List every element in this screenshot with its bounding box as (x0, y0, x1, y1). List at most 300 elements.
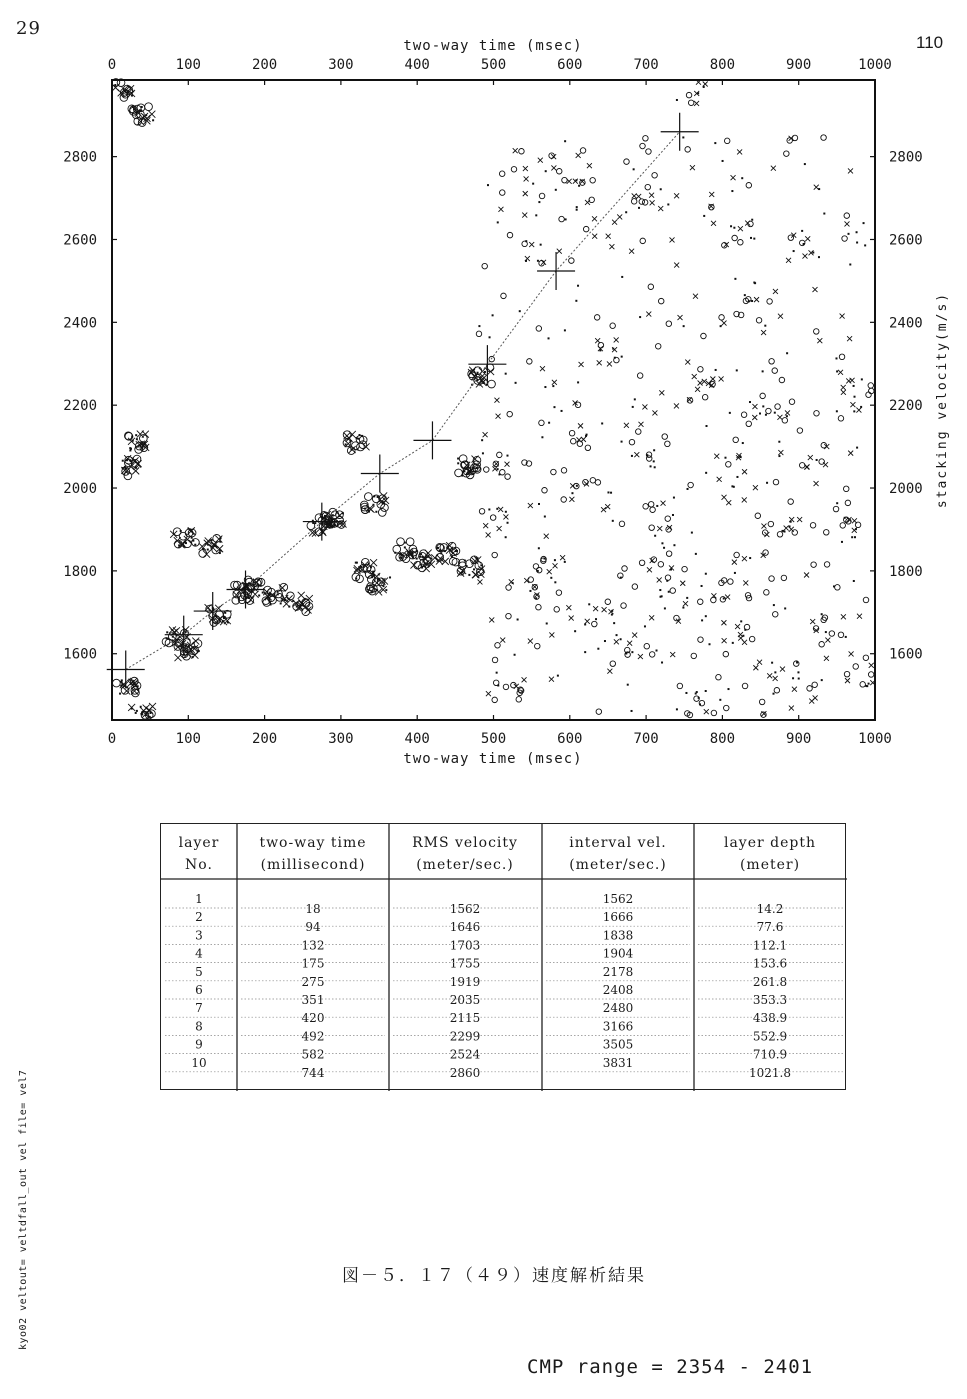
semblance-point (627, 684, 629, 686)
semblance-point (846, 378, 851, 383)
semblance-point (451, 556, 453, 558)
semblance-point (131, 92, 133, 94)
semblance-point (741, 412, 747, 418)
x-tick-label-bottom: 900 (786, 731, 812, 747)
semblance-point (856, 242, 858, 244)
semblance-point (610, 323, 616, 329)
semblance-point (773, 604, 775, 606)
semblance-point (752, 404, 757, 409)
semblance-point (853, 664, 859, 670)
semblance-point (621, 441, 623, 443)
semblance-point (741, 177, 743, 179)
semblance-point (676, 99, 678, 101)
semblance-point (771, 662, 773, 664)
semblance-point (825, 638, 830, 643)
semblance-point (682, 566, 688, 572)
semblance-point (575, 402, 581, 408)
velocity-table-grid (161, 824, 847, 1091)
semblance-point (714, 142, 716, 144)
semblance-point (280, 602, 282, 604)
semblance-point (773, 612, 779, 618)
semblance-point (726, 462, 732, 468)
semblance-point (730, 225, 732, 227)
semblance-point (352, 442, 360, 450)
semblance-point (646, 312, 651, 317)
semblance-point (852, 528, 857, 533)
semblance-point (868, 388, 874, 394)
semblance-point (553, 563, 558, 568)
semblance-point (486, 691, 491, 696)
semblance-point (793, 250, 795, 252)
semblance-point (378, 509, 386, 517)
semblance-point (638, 207, 640, 209)
semblance-point (662, 434, 668, 440)
semblance-point (564, 561, 566, 563)
semblance-point (773, 676, 778, 681)
semblance-point (219, 552, 221, 554)
semblance-point (799, 240, 805, 246)
semblance-point (525, 240, 527, 242)
semblance-point (406, 538, 414, 546)
semblance-point (564, 329, 566, 331)
semblance-point (773, 479, 779, 485)
semblance-point (698, 599, 704, 605)
semblance-point (848, 451, 853, 456)
semblance-point (705, 573, 707, 575)
semblance-point (477, 579, 482, 584)
semblance-point (468, 574, 470, 576)
semblance-point (588, 603, 590, 605)
semblance-point (412, 553, 414, 555)
semblance-point (744, 624, 750, 630)
table-cell-layer: 8 (195, 1019, 203, 1034)
semblance-point (507, 522, 509, 524)
semblance-point (652, 173, 658, 179)
semblance-point (437, 547, 439, 549)
semblance-point (375, 511, 377, 513)
semblance-point (797, 517, 802, 522)
table-cell-layer-depth: 438.9 (752, 1011, 788, 1026)
semblance-point (503, 684, 509, 690)
semblance-point (592, 216, 597, 221)
semblance-point (742, 469, 747, 474)
semblance-point (774, 687, 780, 693)
semblance-point (853, 385, 855, 387)
semblance-point (364, 508, 366, 510)
semblance-point (359, 434, 361, 436)
semblance-point (695, 387, 700, 392)
semblance-point (784, 607, 786, 609)
semblance-point (227, 621, 229, 623)
semblance-point (863, 597, 869, 603)
y-tick-label-right: 1800 (889, 563, 923, 580)
semblance-point (670, 652, 675, 657)
semblance-point (554, 559, 556, 561)
semblance-point (463, 470, 465, 472)
y-tick-label-left: 2400 (63, 315, 97, 332)
semblance-point (494, 461, 499, 466)
table-cell-rms-velocity: 2860 (449, 1065, 481, 1080)
semblance-point (640, 143, 646, 149)
table-cell-rms-velocity: 1562 (449, 902, 481, 916)
table-cell-two-way-time: 275 (301, 974, 325, 989)
semblance-point (688, 100, 694, 106)
semblance-point (694, 101, 699, 106)
table-cell-layer-depth: 552.9 (752, 1029, 788, 1044)
y-tick-label-right: 2200 (889, 398, 923, 415)
semblance-point (497, 684, 499, 686)
semblance-point (569, 258, 575, 264)
semblance-point (629, 249, 634, 254)
velocity-pick-cross (303, 503, 341, 541)
table-cell-interval-velocity: 3505 (602, 1037, 634, 1052)
semblance-point (565, 218, 567, 220)
semblance-point (607, 361, 612, 366)
semblance-point (686, 597, 688, 599)
semblance-point (787, 138, 793, 144)
semblance-point (756, 318, 762, 324)
semblance-point (750, 237, 752, 239)
semblance-point (569, 497, 574, 502)
semblance-point (835, 357, 837, 359)
x-axis-title-bottom: two-way time (msec) (403, 751, 583, 767)
semblance-point (576, 206, 578, 208)
table-cell-two-way-time: 175 (301, 956, 325, 971)
semblance-point (540, 366, 545, 371)
semblance-point (288, 606, 290, 608)
table-cell-interval-velocity: 1666 (602, 910, 634, 925)
semblance-point (654, 466, 656, 468)
semblance-point (674, 615, 680, 621)
semblance-point (609, 244, 614, 249)
semblance-point (555, 189, 557, 191)
semblance-point (668, 591, 670, 593)
semblance-point (553, 406, 555, 408)
semblance-point (704, 709, 709, 714)
semblance-point (612, 520, 614, 522)
x-axis-title-top: two-way time (msec) (403, 38, 583, 54)
semblance-point (399, 553, 401, 555)
semblance-point (817, 338, 822, 343)
semblance-point (542, 488, 548, 494)
semblance-point (648, 502, 654, 508)
semblance-point (544, 516, 546, 518)
semblance-point (180, 530, 182, 532)
semblance-point (644, 643, 650, 649)
table-cell-rms-velocity: 2299 (449, 1029, 481, 1044)
velocity-pick-cross (165, 616, 203, 654)
semblance-point (597, 648, 599, 650)
semblance-point (617, 214, 622, 219)
semblance-point (207, 544, 209, 546)
semblance-point (610, 661, 616, 667)
semblance-point (368, 563, 370, 565)
semblance-point (698, 637, 704, 643)
x-tick-label-bottom: 700 (633, 731, 659, 747)
semblance-point (740, 620, 742, 622)
semblance-point (781, 575, 787, 581)
semblance-point (444, 550, 446, 552)
semblance-point (686, 92, 692, 98)
semblance-point (666, 551, 672, 557)
semblance-point (575, 179, 577, 181)
table-cell-layer: 6 (195, 983, 203, 997)
semblance-point (661, 542, 663, 544)
semblance-point (436, 553, 444, 561)
semblance-point (665, 441, 671, 447)
page-number-right: 110 (916, 33, 944, 52)
semblance-point (762, 405, 764, 407)
semblance-point (693, 294, 698, 299)
table-cell-rms-velocity: 1755 (449, 956, 481, 971)
semblance-point (499, 171, 505, 177)
semblance-point (751, 219, 753, 221)
semblance-point (709, 204, 715, 210)
semblance-point (789, 706, 794, 711)
semblance-point (637, 373, 643, 379)
semblance-point (593, 606, 598, 611)
semblance-point (810, 523, 816, 529)
velocity-pick-cross (661, 113, 699, 151)
semblance-point (670, 237, 675, 242)
semblance-point (673, 544, 675, 546)
semblance-point (784, 526, 789, 531)
semblance-point (797, 671, 799, 673)
semblance-point (385, 589, 387, 591)
semblance-point (538, 547, 540, 549)
semblance-point (639, 316, 641, 318)
semblance-point (814, 329, 820, 335)
semblance-point (680, 581, 685, 586)
semblance-point (625, 211, 627, 213)
semblance-point (113, 679, 121, 687)
semblance-point (849, 263, 851, 265)
semblance-point (480, 564, 482, 566)
semblance-point (792, 677, 794, 679)
semblance-point (525, 260, 527, 262)
semblance-point (570, 483, 575, 488)
semblance-point (492, 697, 498, 703)
semblance-point (222, 620, 224, 622)
semblance-point (262, 592, 264, 594)
semblance-point (664, 607, 666, 609)
semblance-point (736, 369, 738, 371)
semblance-point (854, 396, 856, 398)
semblance-point (622, 566, 628, 572)
semblance-point (658, 298, 664, 304)
semblance-point (705, 472, 707, 474)
semblance-point (601, 507, 606, 512)
semblance-point (538, 503, 540, 505)
semblance-point (606, 234, 611, 239)
semblance-point (703, 81, 708, 86)
semblance-point (364, 493, 372, 501)
semblance-point (653, 449, 655, 451)
semblance-point (732, 235, 738, 241)
semblance-point (577, 441, 583, 447)
semblance-point (702, 394, 708, 400)
semblance-point (805, 464, 810, 469)
semblance-point (284, 599, 286, 601)
semblance-point (812, 682, 818, 688)
semblance-point (851, 536, 853, 538)
semblance-point (378, 574, 380, 576)
table-cell-layer-depth: 77.6 (756, 920, 784, 935)
y-tick-label-left: 1800 (63, 563, 97, 580)
table-header-cell: two-way time (259, 835, 367, 851)
semblance-point (455, 469, 463, 477)
semblance-point (509, 579, 514, 584)
semblance-point (404, 542, 406, 544)
semblance-point (552, 385, 554, 387)
semblance-point (722, 321, 727, 326)
semblance-point (497, 221, 499, 223)
semblance-point (505, 373, 507, 375)
semblance-point (141, 713, 143, 715)
semblance-point (738, 636, 743, 641)
semblance-point (373, 579, 380, 586)
table-header-cell: RMS velocity (412, 835, 518, 851)
semblance-point (838, 416, 844, 422)
semblance-point (430, 557, 432, 559)
semblance-point (528, 639, 533, 644)
semblance-point (705, 615, 707, 617)
semblance-point (685, 360, 690, 365)
semblance-point (731, 485, 733, 487)
semblance-point (801, 230, 803, 232)
picked-velocity-function (107, 113, 699, 689)
x-tick-label-top: 200 (251, 57, 278, 73)
semblance-point (703, 215, 705, 217)
semblance-point (412, 556, 414, 558)
semblance-point (584, 651, 586, 653)
table-cell-rms-velocity: 2035 (449, 993, 481, 1007)
semblance-point (514, 654, 516, 656)
semblance-point (500, 638, 505, 643)
semblance-point (640, 238, 646, 244)
semblance-point (544, 534, 549, 539)
semblance-point (804, 573, 809, 578)
y-tick-label-right: 2400 (889, 315, 923, 332)
semblance-point (755, 513, 761, 519)
semblance-point (842, 236, 848, 242)
semblance-point (564, 140, 566, 142)
semblance-point (577, 285, 579, 287)
semblance-point (619, 521, 625, 527)
semblance-point (863, 222, 865, 224)
semblance-point (496, 414, 501, 419)
table-cell-layer-depth: 710.9 (752, 1047, 788, 1062)
semblance-point (638, 654, 643, 659)
semblance-point (566, 605, 571, 610)
semblance-point (639, 199, 645, 205)
semblance-point (733, 437, 739, 443)
semblance-point (126, 459, 128, 461)
semblance-point (829, 631, 835, 637)
semblance-point (715, 369, 717, 371)
semblance-point (552, 380, 557, 385)
y-tick-label-left: 1600 (63, 646, 97, 663)
semblance-point (544, 386, 546, 388)
semblance-point (631, 199, 637, 205)
semblance-point (130, 448, 132, 450)
semblance-point (584, 623, 586, 625)
semblance-point (685, 692, 687, 694)
semblance-point (577, 381, 579, 383)
semblance-point (743, 580, 748, 585)
semblance-point (738, 226, 743, 231)
semblance-point (532, 183, 534, 185)
semblance-point (853, 410, 855, 412)
semblance-point (753, 665, 758, 670)
semblance-point (576, 153, 581, 158)
x-tick-label-top: 1000 (858, 57, 892, 73)
cmp-range: CMP range = 2354 - 2401 (527, 1356, 814, 1378)
semblance-point (663, 547, 665, 549)
table-cell-two-way-time: 351 (301, 993, 325, 1007)
semblance-point (814, 411, 820, 417)
velocity-pick-cross (361, 455, 399, 493)
semblance-point (590, 478, 596, 484)
x-tick-label-top: 900 (786, 57, 812, 73)
semblance-point (719, 376, 724, 381)
semblance-point (748, 300, 750, 302)
semblance-point (711, 221, 716, 226)
x-tick-label-bottom: 100 (175, 731, 201, 747)
x-tick-label-top: 800 (709, 57, 736, 73)
semblance-point (649, 193, 654, 198)
semblance-point (839, 354, 845, 360)
semblance-point (674, 263, 679, 268)
semblance-point (727, 688, 729, 690)
semblance-point (643, 136, 649, 142)
semblance-point (484, 467, 490, 473)
semblance-point (482, 263, 488, 269)
semblance-point (562, 177, 568, 183)
semblance-point (578, 423, 583, 428)
semblance-point (528, 577, 534, 583)
semblance-point (355, 562, 357, 564)
table-cell-two-way-time: 420 (301, 1011, 325, 1026)
semblance-point (779, 377, 785, 383)
y-tick-label-right: 1600 (889, 646, 923, 663)
semblance-point (764, 590, 770, 596)
semblance-point (784, 531, 786, 533)
table-cell-layer: 1 (195, 892, 203, 906)
semblance-point (643, 504, 649, 510)
semblance-point (659, 589, 661, 591)
semblance-point (731, 190, 733, 192)
semblance-point (634, 398, 636, 400)
table-cell-rms-velocity: 2115 (449, 1011, 481, 1026)
semblance-point (194, 544, 196, 546)
semblance-point (492, 314, 494, 316)
semblance-point (561, 497, 567, 503)
semblance-point (814, 185, 819, 190)
semblance-point (845, 500, 851, 506)
semblance-point (549, 632, 554, 637)
table-cell-layer: 10 (191, 1055, 207, 1070)
semblance-point (796, 662, 798, 664)
semblance-point (810, 619, 815, 624)
semblance-point (513, 148, 518, 153)
figure-caption: 図－５．１７（４９）速度解析結果 (342, 1266, 646, 1286)
x-tick-label-top: 600 (557, 57, 583, 73)
semblance-point (497, 468, 499, 470)
semblance-point (377, 496, 379, 498)
semblance-point (753, 485, 758, 490)
semblance-point (714, 454, 719, 459)
